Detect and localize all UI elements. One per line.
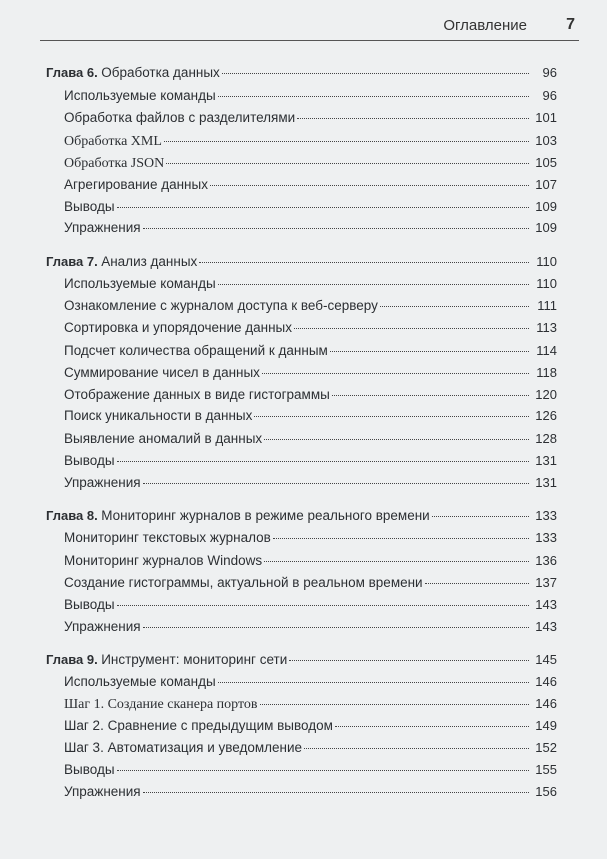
dot-leader [166, 163, 529, 164]
section-title: Выводы [64, 762, 115, 777]
chapter-number: Глава 9. [46, 652, 98, 667]
dot-leader [254, 416, 529, 417]
toc-entry-label [64, 573, 423, 594]
section-title: Шаг 2. Сравнение с предыдущим выводом [64, 718, 333, 733]
toc-entry-label [64, 385, 330, 406]
toc-page-number: 96 [542, 65, 557, 80]
toc-page-number: 120 [535, 387, 557, 402]
toc-entry-label [64, 528, 271, 549]
toc-section-entry[interactable] [64, 175, 557, 195]
chapter-number: Глава 6. [46, 65, 98, 80]
toc-page-number: 137 [535, 575, 557, 590]
toc-entry-label [64, 429, 262, 450]
section-title: Выводы [64, 199, 115, 214]
toc-entry-label [46, 650, 287, 671]
dot-leader [117, 207, 529, 208]
header-title: Оглавление [443, 17, 527, 34]
toc-page-number: 107 [535, 177, 557, 192]
toc-section-entry[interactable] [64, 573, 557, 593]
section-title: Упражнения [64, 220, 141, 235]
section-title: Обработка XML [64, 134, 162, 149]
toc-section-entry[interactable] [64, 218, 557, 238]
dot-leader [117, 461, 529, 462]
toc-page-number: 146 [535, 674, 557, 689]
dot-leader [117, 605, 529, 606]
section-title: Суммирование чисел в данных [64, 365, 260, 380]
toc-section-entry[interactable] [64, 341, 557, 361]
toc-page-number: 114 [536, 343, 557, 358]
toc-page-number: 136 [535, 553, 557, 568]
dot-leader [297, 118, 529, 119]
dot-leader [143, 792, 529, 793]
toc-page-number: 152 [535, 740, 557, 755]
toc-entry-label [64, 617, 141, 638]
toc-page-number: 113 [536, 320, 557, 335]
section-title: Ознакомление с журналом доступа к веб-серверу [64, 298, 378, 313]
toc-page-number: 126 [535, 408, 557, 423]
section-title: Используемые команды [64, 674, 216, 689]
toc-page-number: 145 [535, 652, 557, 667]
section-title: Обработка JSON [64, 156, 165, 171]
toc-entry-label [64, 175, 208, 196]
dot-leader [164, 141, 529, 142]
toc-section-entry[interactable] [64, 716, 557, 736]
toc-page-number: 103 [535, 133, 557, 148]
section-title: Сортировка и упорядочение данных [64, 320, 293, 335]
dot-leader [425, 583, 529, 584]
section-title: Агрегирование данных [64, 177, 208, 192]
dot-leader [143, 483, 529, 484]
chapter-title: Обработка данных [101, 65, 220, 80]
toc-page-number: 149 [535, 718, 557, 733]
toc-entry-label [64, 760, 115, 781]
dot-leader [264, 561, 529, 562]
toc-page-number: 128 [535, 431, 557, 446]
toc-section-entry[interactable] [64, 738, 557, 758]
toc-entry-label [64, 551, 262, 572]
toc-entry-label [64, 86, 216, 107]
toc-entry-label [64, 451, 115, 472]
toc-entry-label [64, 108, 295, 129]
toc-entry-label [64, 695, 258, 715]
toc-chapter-entry[interactable] [46, 506, 557, 526]
toc-section-entry[interactable] [64, 694, 557, 714]
toc-entry-label [64, 296, 378, 317]
toc-section-entry[interactable] [64, 86, 557, 106]
dot-leader [260, 704, 529, 705]
toc-page-number: 111 [537, 298, 557, 313]
toc-section-entry[interactable] [64, 108, 557, 128]
toc-entry-label [64, 132, 162, 152]
section-title: Упражнения [64, 619, 141, 634]
toc-page-number: 143 [535, 619, 557, 634]
dot-leader [222, 73, 529, 74]
toc-entry-label [64, 782, 141, 803]
dot-leader [335, 726, 529, 727]
dot-leader [289, 660, 529, 661]
dot-leader [304, 748, 529, 749]
toc-entry-label [46, 506, 430, 527]
dot-leader [332, 395, 529, 396]
dot-leader [218, 682, 529, 683]
dot-leader [218, 96, 529, 97]
toc-entry-label [64, 672, 216, 693]
toc-entry-label [64, 738, 302, 759]
toc-section-entry[interactable] [64, 429, 557, 449]
section-title: Используемые команды [64, 88, 216, 103]
toc-page-number: 101 [535, 110, 557, 125]
toc-page-number: 143 [535, 597, 557, 612]
toc-section-entry[interactable] [64, 318, 557, 338]
toc-entry-label [64, 716, 333, 737]
toc-entry-label [64, 363, 260, 384]
toc-chapter-entry[interactable] [46, 63, 557, 83]
toc-section-entry[interactable] [64, 274, 557, 294]
toc-page-number: 133 [535, 508, 557, 523]
toc-section-entry[interactable] [64, 595, 557, 615]
toc-entry-label [46, 63, 220, 84]
section-title: Отображение данных в виде гистограммы [64, 387, 330, 402]
toc-entry-label [64, 341, 328, 362]
dot-leader [294, 328, 529, 329]
chapter-number: Глава 7. [46, 254, 98, 269]
toc-page-number: 109 [535, 220, 557, 235]
toc-page-number: 131 [535, 453, 557, 468]
dot-leader [330, 351, 529, 352]
dot-leader [143, 627, 529, 628]
toc-entry-label [64, 473, 141, 494]
toc-section-entry[interactable] [64, 551, 557, 571]
dot-leader [262, 373, 529, 374]
dot-leader [218, 284, 529, 285]
toc-chapter-entry[interactable] [46, 252, 557, 272]
section-title: Выводы [64, 453, 115, 468]
toc-section-entry[interactable] [64, 363, 557, 383]
dot-leader [199, 262, 529, 263]
toc-section-entry[interactable] [64, 760, 557, 780]
section-title: Шаг 1. Создание сканера портов [64, 697, 258, 712]
toc-page-number: 155 [535, 762, 557, 777]
dot-leader [273, 538, 529, 539]
section-title: Упражнения [64, 784, 141, 799]
running-header [40, 16, 579, 41]
dot-leader [432, 516, 529, 517]
toc-section-entry[interactable] [64, 197, 557, 217]
toc-page-number: 110 [536, 254, 557, 269]
toc-entry-label [64, 197, 115, 218]
toc-page-number: 118 [536, 365, 557, 380]
toc-section-entry[interactable] [64, 296, 557, 316]
toc-section-entry[interactable] [64, 131, 557, 151]
section-title: Выявление аномалий в данных [64, 431, 263, 446]
toc-entry-label [64, 595, 115, 616]
dot-leader [143, 228, 529, 229]
toc-section-entry[interactable] [64, 473, 557, 493]
section-title: Обработка файлов с разделителями [64, 110, 296, 125]
toc-section-entry[interactable] [64, 782, 557, 802]
toc-page-number: 146 [535, 696, 557, 711]
section-title: Создание гистограммы, актуальной в реальном времени [64, 575, 423, 590]
section-title: Поиск уникальности в данных [64, 408, 253, 423]
toc-page-number: 133 [535, 530, 557, 545]
header-page-number: 7 [566, 16, 575, 33]
toc-entry-label [64, 318, 292, 339]
section-title: Мониторинг текстовых журналов [64, 530, 271, 545]
toc-section-entry[interactable] [64, 451, 557, 471]
chapter-title: Инструмент: мониторинг сети [101, 652, 288, 667]
section-title: Упражнения [64, 475, 141, 490]
toc-entry-label [64, 406, 252, 427]
chapter-title: Анализ данных [101, 254, 198, 269]
toc-page-number: 156 [535, 784, 557, 799]
toc-entry-label [64, 274, 216, 295]
section-title: Шаг 3. Автоматизация и уведомление [64, 740, 303, 755]
toc-page-number: 109 [535, 199, 557, 214]
toc-chapter-entry[interactable] [46, 650, 557, 670]
toc-page-number: 110 [536, 276, 557, 291]
dot-leader [210, 185, 529, 186]
dot-leader [380, 306, 529, 307]
toc-section-entry[interactable] [64, 528, 557, 548]
chapter-number: Глава 8. [46, 508, 98, 523]
toc-section-entry[interactable] [64, 672, 557, 692]
toc-page-number: 131 [535, 475, 557, 490]
toc-page-number: 96 [542, 88, 557, 103]
section-title: Выводы [64, 597, 115, 612]
dot-leader [117, 770, 529, 771]
section-title: Используемые команды [64, 276, 216, 291]
toc-section-entry[interactable] [64, 617, 557, 637]
toc-section-entry[interactable] [64, 153, 557, 173]
section-title: Мониторинг журналов Windows [64, 553, 263, 568]
section-title: Подсчет количества обращений к данным [64, 343, 328, 358]
toc-entry-label [64, 218, 141, 239]
toc-page-number: 105 [535, 155, 557, 170]
toc-entry-label [46, 252, 197, 273]
toc-entry-label [64, 154, 164, 174]
toc-section-entry[interactable] [64, 406, 557, 426]
toc-section-entry[interactable] [64, 385, 557, 405]
chapter-title: Мониторинг журналов в режиме реального времени [101, 508, 430, 523]
dot-leader [264, 439, 529, 440]
